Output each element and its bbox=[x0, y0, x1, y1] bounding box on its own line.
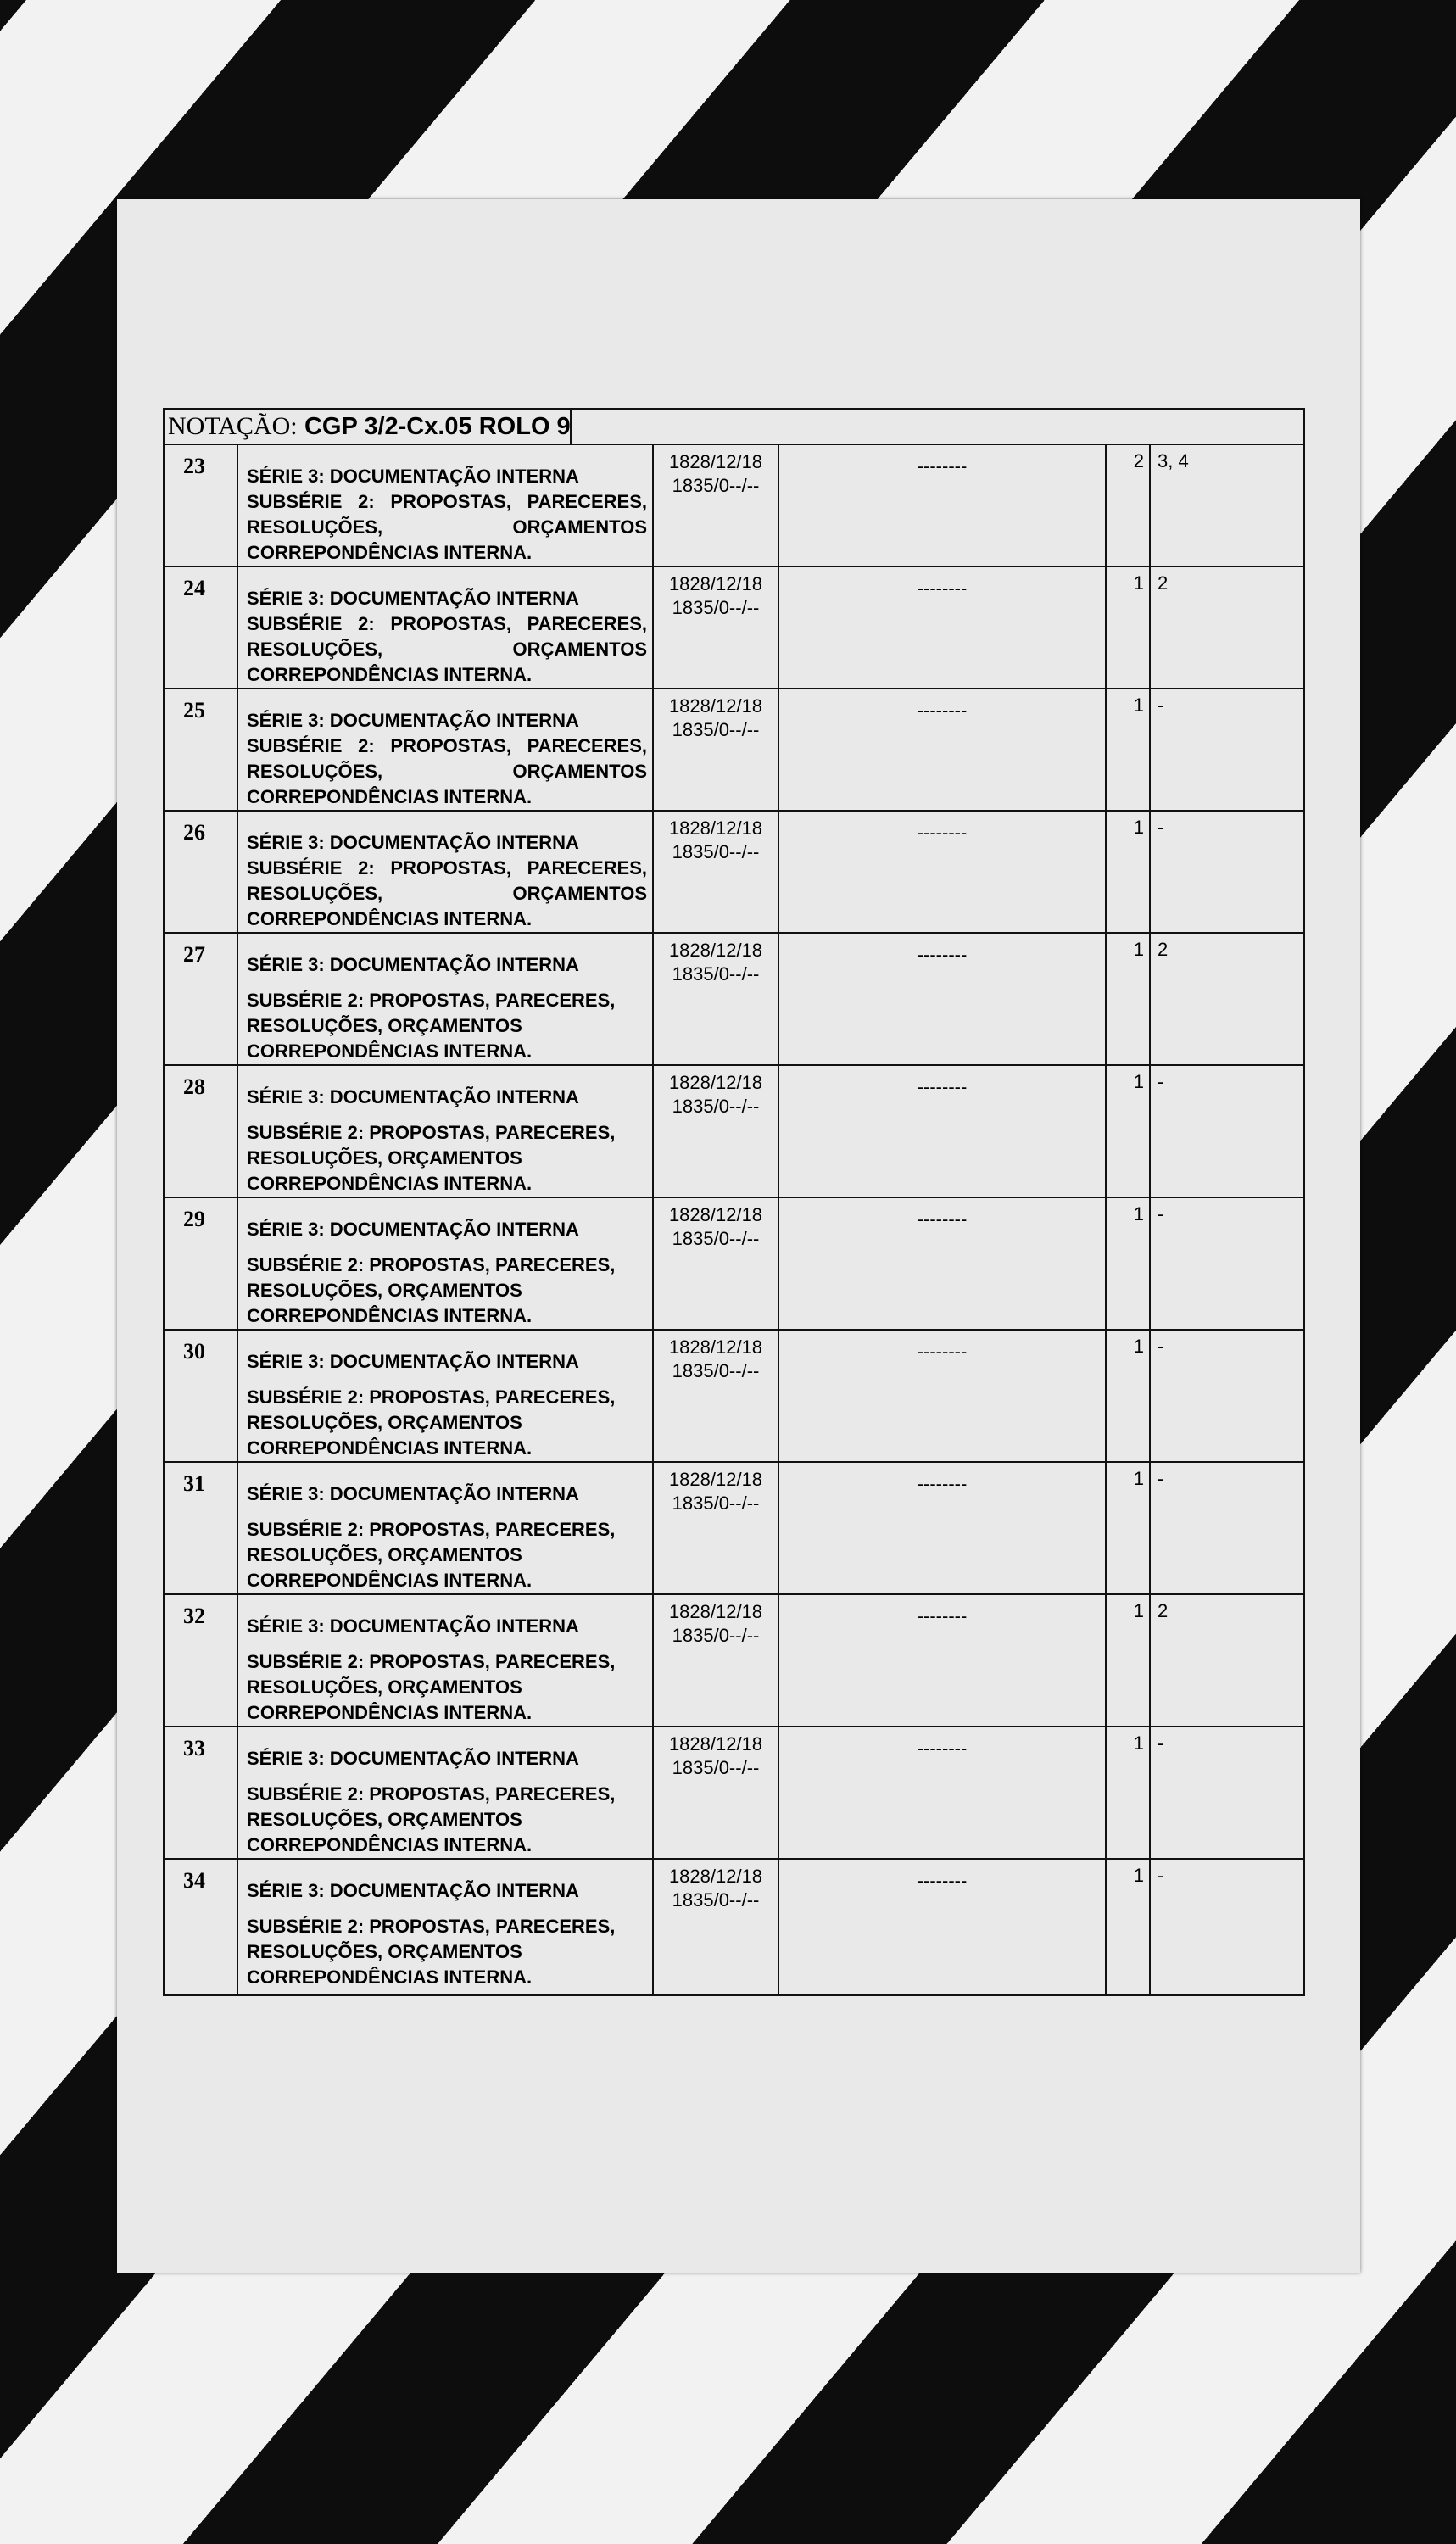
subserie-line: SUBSÉRIE 2: PROPOSTAS, PARECERES, bbox=[247, 491, 647, 512]
record-description bbox=[237, 689, 653, 811]
record-reference: - bbox=[1150, 1859, 1303, 1994]
record-reference: - bbox=[1150, 1727, 1303, 1859]
record-dates bbox=[653, 811, 778, 933]
end-date: 1835/0--/-- bbox=[672, 1757, 760, 1778]
table-row bbox=[165, 445, 1303, 566]
start-date: 1828/12/18 bbox=[668, 1601, 763, 1622]
record-number: 31 bbox=[165, 1462, 237, 1594]
record-notes: -------- bbox=[778, 1065, 1106, 1197]
record-reference: - bbox=[1150, 1330, 1303, 1462]
record-reference: - bbox=[1150, 689, 1303, 811]
subserie-line: SUBSÉRIE 2: PROPOSTAS, PARECERES, bbox=[247, 1651, 616, 1672]
table-row bbox=[165, 1065, 1303, 1197]
record-reference: - bbox=[1150, 1197, 1303, 1330]
record-notes: -------- bbox=[778, 1197, 1106, 1330]
subserie-line: SUBSÉRIE 2: PROPOSTAS, PARECERES, bbox=[247, 735, 647, 756]
subserie-line-3: CORREPONDÊNCIAS INTERNA. bbox=[247, 1173, 533, 1194]
record-dates bbox=[653, 933, 778, 1065]
subserie-line-3: CORREPONDÊNCIAS INTERNA. bbox=[247, 908, 533, 929]
subserie-line-2: RESOLUÇÕES, ORÇAMENTOS bbox=[247, 516, 647, 538]
end-date: 1835/0--/-- bbox=[672, 597, 760, 618]
record-quantity: 1 bbox=[1106, 811, 1150, 933]
start-date: 1828/12/18 bbox=[668, 1072, 763, 1093]
subserie-line-2: RESOLUÇÕES, ORÇAMENTOS bbox=[247, 1676, 522, 1698]
record-dates bbox=[653, 689, 778, 811]
subserie-line-2: RESOLUÇÕES, ORÇAMENTOS bbox=[247, 883, 647, 904]
table-row bbox=[165, 1462, 1303, 1594]
subserie-line-3: CORREPONDÊNCIAS INTERNA. bbox=[247, 664, 533, 685]
record-dates bbox=[653, 1727, 778, 1859]
subserie-line-2: RESOLUÇÕES, ORÇAMENTOS bbox=[247, 1544, 522, 1565]
record-description bbox=[237, 933, 653, 1065]
serie-line: SÉRIE 3: DOCUMENTAÇÃO INTERNA bbox=[247, 1086, 579, 1107]
record-description bbox=[237, 1859, 653, 1994]
table-row bbox=[165, 1197, 1303, 1330]
record-quantity: 2 bbox=[1106, 445, 1150, 566]
table-row bbox=[165, 689, 1303, 811]
record-description bbox=[237, 1594, 653, 1727]
record-dates bbox=[653, 1859, 778, 1994]
subserie-line: SUBSÉRIE 2: PROPOSTAS, PARECERES, bbox=[247, 1783, 616, 1805]
record-number: 24 bbox=[165, 566, 237, 689]
record-dates bbox=[653, 445, 778, 566]
subserie-line-3: CORREPONDÊNCIAS INTERNA. bbox=[247, 1702, 533, 1723]
start-date: 1828/12/18 bbox=[668, 1336, 763, 1358]
serie-line: SÉRIE 3: DOCUMENTAÇÃO INTERNA bbox=[247, 1615, 579, 1637]
record-notes: -------- bbox=[778, 1462, 1106, 1594]
record-number: 26 bbox=[165, 811, 237, 933]
record-number: 33 bbox=[165, 1727, 237, 1859]
start-date: 1828/12/18 bbox=[668, 1204, 763, 1225]
subserie-line-3: CORREPONDÊNCIAS INTERNA. bbox=[247, 1834, 533, 1855]
start-date: 1828/12/18 bbox=[668, 1469, 763, 1490]
inventory-table bbox=[163, 408, 1305, 1996]
subserie-line-2: RESOLUÇÕES, ORÇAMENTOS bbox=[247, 1280, 522, 1301]
record-number: 28 bbox=[165, 1065, 237, 1197]
subserie-line-2: RESOLUÇÕES, ORÇAMENTOS bbox=[247, 639, 647, 660]
record-notes: -------- bbox=[778, 566, 1106, 689]
start-date: 1828/12/18 bbox=[668, 573, 763, 594]
record-description bbox=[237, 1330, 653, 1462]
record-reference: 2 bbox=[1150, 1594, 1303, 1727]
record-description bbox=[237, 811, 653, 933]
start-date: 1828/12/18 bbox=[668, 451, 763, 472]
subserie-line-2: RESOLUÇÕES, ORÇAMENTOS bbox=[247, 1941, 522, 1962]
table-row bbox=[165, 811, 1303, 933]
record-reference: 3, 4 bbox=[1150, 445, 1303, 566]
subserie-line-2: RESOLUÇÕES, ORÇAMENTOS bbox=[247, 1147, 522, 1169]
record-reference: - bbox=[1150, 811, 1303, 933]
record-number: 34 bbox=[165, 1859, 237, 1994]
subserie-line-2: RESOLUÇÕES, ORÇAMENTOS bbox=[247, 1015, 522, 1036]
record-quantity: 1 bbox=[1106, 689, 1150, 811]
record-reference: 2 bbox=[1150, 933, 1303, 1065]
serie-line: SÉRIE 3: DOCUMENTAÇÃO INTERNA bbox=[247, 1351, 579, 1372]
record-quantity: 1 bbox=[1106, 1594, 1150, 1727]
record-description bbox=[237, 1065, 653, 1197]
serie-line: SÉRIE 3: DOCUMENTAÇÃO INTERNA bbox=[247, 710, 579, 731]
notation-title bbox=[165, 410, 572, 444]
subserie-line: SUBSÉRIE 2: PROPOSTAS, PARECERES, bbox=[247, 1386, 616, 1408]
serie-line: SÉRIE 3: DOCUMENTAÇÃO INTERNA bbox=[247, 1748, 579, 1769]
serie-line: SÉRIE 3: DOCUMENTAÇÃO INTERNA bbox=[247, 466, 579, 487]
record-notes: -------- bbox=[778, 1330, 1106, 1462]
record-notes: -------- bbox=[778, 1859, 1106, 1994]
subserie-line-3: CORREPONDÊNCIAS INTERNA. bbox=[247, 1570, 533, 1591]
record-dates bbox=[653, 1065, 778, 1197]
record-description bbox=[237, 566, 653, 689]
subserie-line: SUBSÉRIE 2: PROPOSTAS, PARECERES, bbox=[247, 1519, 616, 1540]
subserie-line-3: CORREPONDÊNCIAS INTERNA. bbox=[247, 1437, 533, 1459]
end-date: 1835/0--/-- bbox=[672, 1889, 760, 1911]
record-notes: -------- bbox=[778, 1727, 1106, 1859]
serie-line: SÉRIE 3: DOCUMENTAÇÃO INTERNA bbox=[247, 1483, 579, 1504]
record-description bbox=[237, 445, 653, 566]
record-number: 30 bbox=[165, 1330, 237, 1462]
record-number: 25 bbox=[165, 689, 237, 811]
end-date: 1835/0--/-- bbox=[672, 475, 760, 496]
record-quantity: 1 bbox=[1106, 933, 1150, 1065]
record-notes: -------- bbox=[778, 811, 1106, 933]
serie-line: SÉRIE 3: DOCUMENTAÇÃO INTERNA bbox=[247, 832, 579, 853]
subserie-line-3: CORREPONDÊNCIAS INTERNA. bbox=[247, 1040, 533, 1062]
subserie-line-2: RESOLUÇÕES, ORÇAMENTOS bbox=[247, 761, 647, 782]
record-dates bbox=[653, 1594, 778, 1727]
record-number: 32 bbox=[165, 1594, 237, 1727]
table-row bbox=[165, 1330, 1303, 1462]
table-row bbox=[165, 933, 1303, 1065]
serie-line: SÉRIE 3: DOCUMENTAÇÃO INTERNA bbox=[247, 1219, 579, 1240]
records-table bbox=[165, 445, 1303, 1994]
notation-header bbox=[165, 410, 1303, 445]
record-number: 27 bbox=[165, 933, 237, 1065]
end-date: 1835/0--/-- bbox=[672, 1360, 760, 1381]
record-description bbox=[237, 1462, 653, 1594]
record-quantity: 1 bbox=[1106, 1859, 1150, 1994]
record-quantity: 1 bbox=[1106, 1462, 1150, 1594]
record-dates bbox=[653, 1197, 778, 1330]
record-description bbox=[237, 1727, 653, 1859]
subserie-line: SUBSÉRIE 2: PROPOSTAS, PARECERES, bbox=[247, 1254, 616, 1275]
subserie-line: SUBSÉRIE 2: PROPOSTAS, PARECERES, bbox=[247, 613, 647, 634]
subserie-line-3: CORREPONDÊNCIAS INTERNA. bbox=[247, 1305, 533, 1326]
end-date: 1835/0--/-- bbox=[672, 1625, 760, 1646]
document-sheet bbox=[117, 199, 1360, 2273]
record-dates bbox=[653, 1330, 778, 1462]
serie-line: SÉRIE 3: DOCUMENTAÇÃO INTERNA bbox=[247, 954, 579, 975]
subserie-line: SUBSÉRIE 2: PROPOSTAS, PARECERES, bbox=[247, 990, 616, 1011]
serie-line: SÉRIE 3: DOCUMENTAÇÃO INTERNA bbox=[247, 588, 579, 609]
table-row bbox=[165, 1859, 1303, 1994]
record-notes: -------- bbox=[778, 933, 1106, 1065]
record-notes: -------- bbox=[778, 1594, 1106, 1727]
start-date: 1828/12/18 bbox=[668, 940, 763, 961]
start-date: 1828/12/18 bbox=[668, 1866, 763, 1887]
subserie-line-3: CORREPONDÊNCIAS INTERNA. bbox=[247, 542, 533, 563]
record-notes: -------- bbox=[778, 445, 1106, 566]
end-date: 1835/0--/-- bbox=[672, 841, 760, 862]
record-reference: - bbox=[1150, 1462, 1303, 1594]
record-notes: -------- bbox=[778, 689, 1106, 811]
record-quantity: 1 bbox=[1106, 1727, 1150, 1859]
notation-label: NOTAÇÃO: bbox=[168, 412, 298, 440]
subserie-line: SUBSÉRIE 2: PROPOSTAS, PARECERES, bbox=[247, 1122, 616, 1143]
subserie-line: SUBSÉRIE 2: PROPOSTAS, PARECERES, bbox=[247, 857, 647, 879]
record-reference: 2 bbox=[1150, 566, 1303, 689]
end-date: 1835/0--/-- bbox=[672, 1228, 760, 1249]
record-number: 23 bbox=[165, 445, 237, 566]
subserie-line: SUBSÉRIE 2: PROPOSTAS, PARECERES, bbox=[247, 1916, 616, 1937]
end-date: 1835/0--/-- bbox=[672, 719, 760, 740]
end-date: 1835/0--/-- bbox=[672, 1096, 760, 1117]
subserie-line-2: RESOLUÇÕES, ORÇAMENTOS bbox=[247, 1412, 522, 1433]
record-description bbox=[237, 1197, 653, 1330]
table-row bbox=[165, 1594, 1303, 1727]
notation-code: CGP 3/2-Cx.05 ROLO 9 bbox=[304, 413, 571, 440]
start-date: 1828/12/18 bbox=[668, 695, 763, 717]
record-quantity: 1 bbox=[1106, 1330, 1150, 1462]
record-dates bbox=[653, 1462, 778, 1594]
record-reference: - bbox=[1150, 1065, 1303, 1197]
serie-line: SÉRIE 3: DOCUMENTAÇÃO INTERNA bbox=[247, 1880, 579, 1901]
table-row bbox=[165, 566, 1303, 689]
end-date: 1835/0--/-- bbox=[672, 963, 760, 985]
end-date: 1835/0--/-- bbox=[672, 1492, 760, 1514]
start-date: 1828/12/18 bbox=[668, 1733, 763, 1755]
record-number: 29 bbox=[165, 1197, 237, 1330]
record-quantity: 1 bbox=[1106, 1197, 1150, 1330]
subserie-line-3: CORREPONDÊNCIAS INTERNA. bbox=[247, 786, 533, 807]
record-dates bbox=[653, 566, 778, 689]
subserie-line-2: RESOLUÇÕES, ORÇAMENTOS bbox=[247, 1809, 522, 1830]
record-quantity: 1 bbox=[1106, 566, 1150, 689]
record-quantity: 1 bbox=[1106, 1065, 1150, 1197]
subserie-line-3: CORREPONDÊNCIAS INTERNA. bbox=[247, 1967, 533, 1988]
table-row bbox=[165, 1727, 1303, 1859]
start-date: 1828/12/18 bbox=[668, 817, 763, 839]
